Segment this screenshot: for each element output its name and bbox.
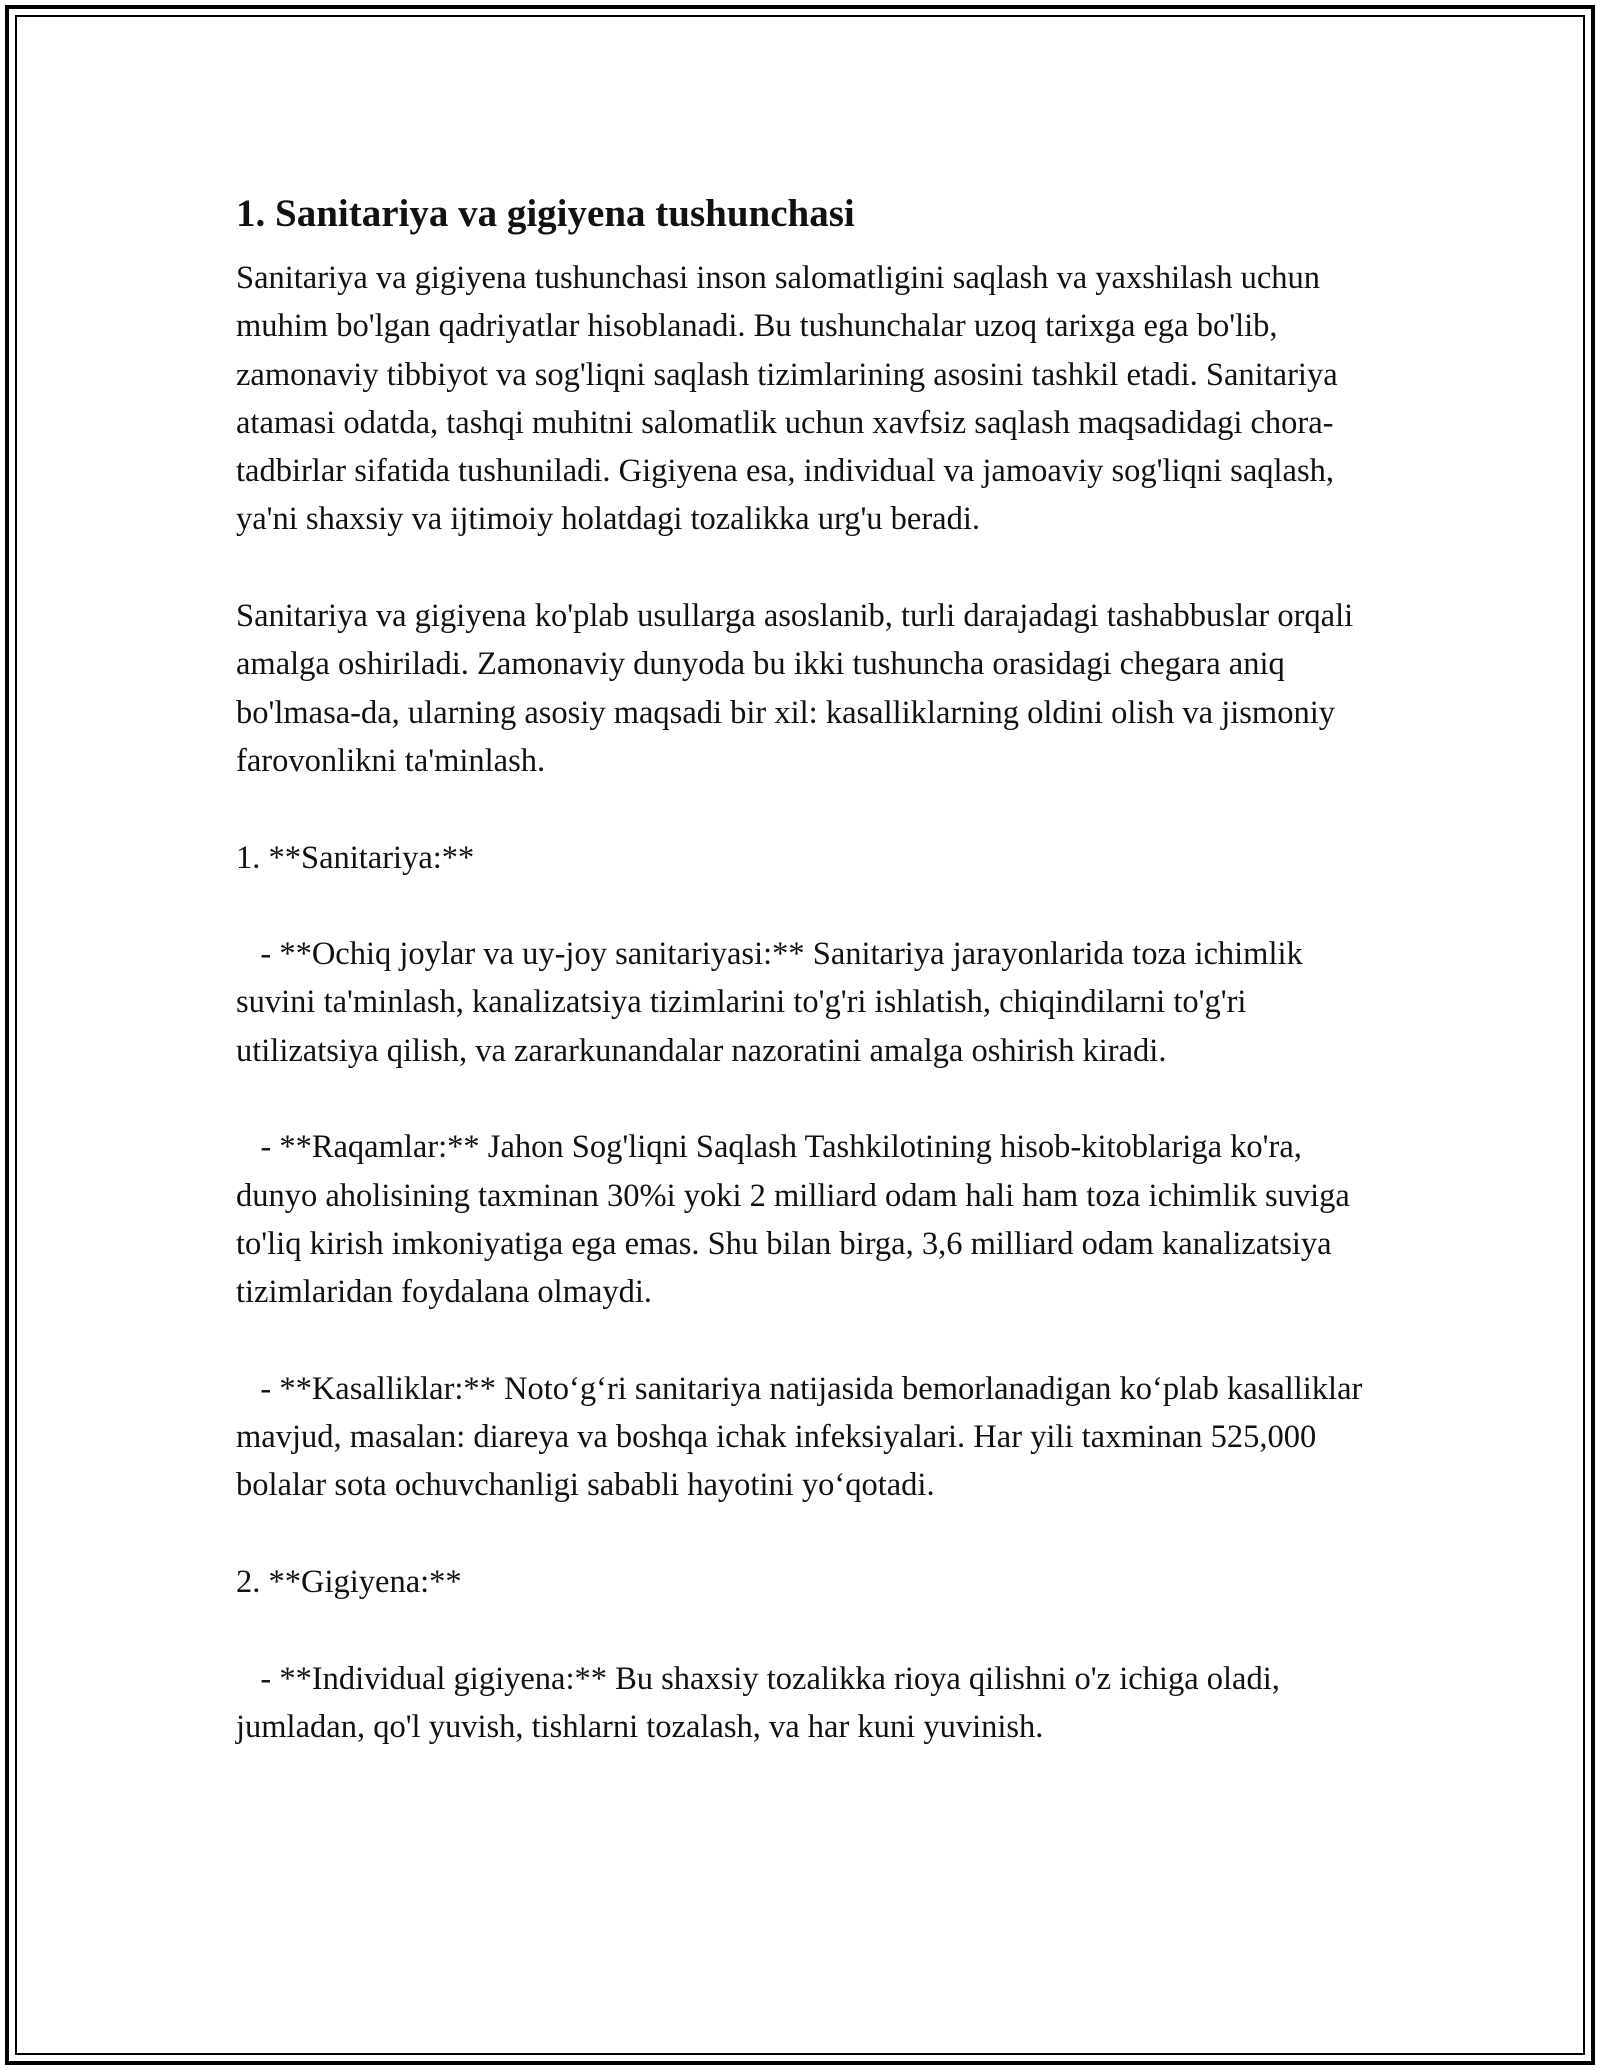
list-item-sanitariya-title: 1. **Sanitariya:**: [236, 839, 475, 876]
list-subitem-individual-gigiyena: - **Individual gigiyena:** Bu shaxsiy tozalikka rioya qilishni o'z ichiga oladi, jumladan, qo'l yuvish, tishlarni tozalash, va har kuni yuvinish.: [236, 1660, 1288, 1745]
document-body: [236, 186, 1386, 1800]
list-subitem-ochiq-joylar: - **Ochiq joylar va uy-joy sanitariyasi:** Sanitariya jarayonlarida toza ichimlik suvini ta'minlash, kanalizatsiya tizimlarini to'g'ri ishlatish, chiqindilarni to'g'ri utilizatsiya qilish, va zararkunandalar nazoratini amalga oshirish kiradi.: [236, 936, 1311, 1069]
list-subitem-kasalliklar: - **Kasalliklar:** Noto‘g‘ri sanitariya natijasida bemorlanadigan ko‘plab kasalliklar mavjud, masalan: diareya va boshqa ichak infeksiyalari. Har yili taxminan 525,000 bolalar sota ochuvchanligi sababli hayotini yo‘qotadi.: [236, 1370, 1371, 1504]
intro-paragraph: Sanitariya va gigiyena tushunchasi inson salomatligini saqlash va yaxshilash uchun muhim bo'lgan qadriyatlar hisoblanadi. Bu tushunchalar uzoq tarixga ega bo'lib, zamonaviy tibbiyot va sog'liqni saqlash tizimlarining asosini tashkil etadi. Sanitariya atamasi odatda, tashqi muhitni salomatlik uchun xavfsiz saqlash maqsadidagi chora-tadbirlar sifatida tushuniladi. Gigiyena esa, individual va jamoaviy sog'liqni saqlash, ya'ni shaxsiy va ijtimoiy holatdagi tozalikka urg'u beradi.: [236, 260, 1338, 538]
list-item-gigiyena-title: 2. **Gigiyena:**: [236, 1564, 462, 1601]
list-subitem-raqamlar: - **Raqamlar:** Jahon Sog'liqni Saqlash Tashkilotining hisob-kitoblariga ko'ra, dunyo aholisining taxminan 30%i yoki 2 milliard odam hali ham toza ichimlik suviga to'liq kirish imkoniyatiga ega emas. Shu bilan birga, 3,6 milliard odam kanalizatsiya tizimlaridan foydalana olmaydi.: [236, 1129, 1358, 1311]
section-heading: 1. Sanitariya va gigiyena tushunchasi: [236, 192, 855, 235]
second-paragraph: Sanitariya va gigiyena ko'plab usullarga asoslanib, turli darajadagi tashabbuslar orqali amalga oshiriladi. Zamonaviy dunyoda bu ikki tushuncha orasidagi chegara aniq bo'lmasa-da, ularning asosiy maqsadi bir xil: kasalliklarning oldini olish va jismoniy farovonlikni ta'minlash.: [236, 598, 1354, 779]
